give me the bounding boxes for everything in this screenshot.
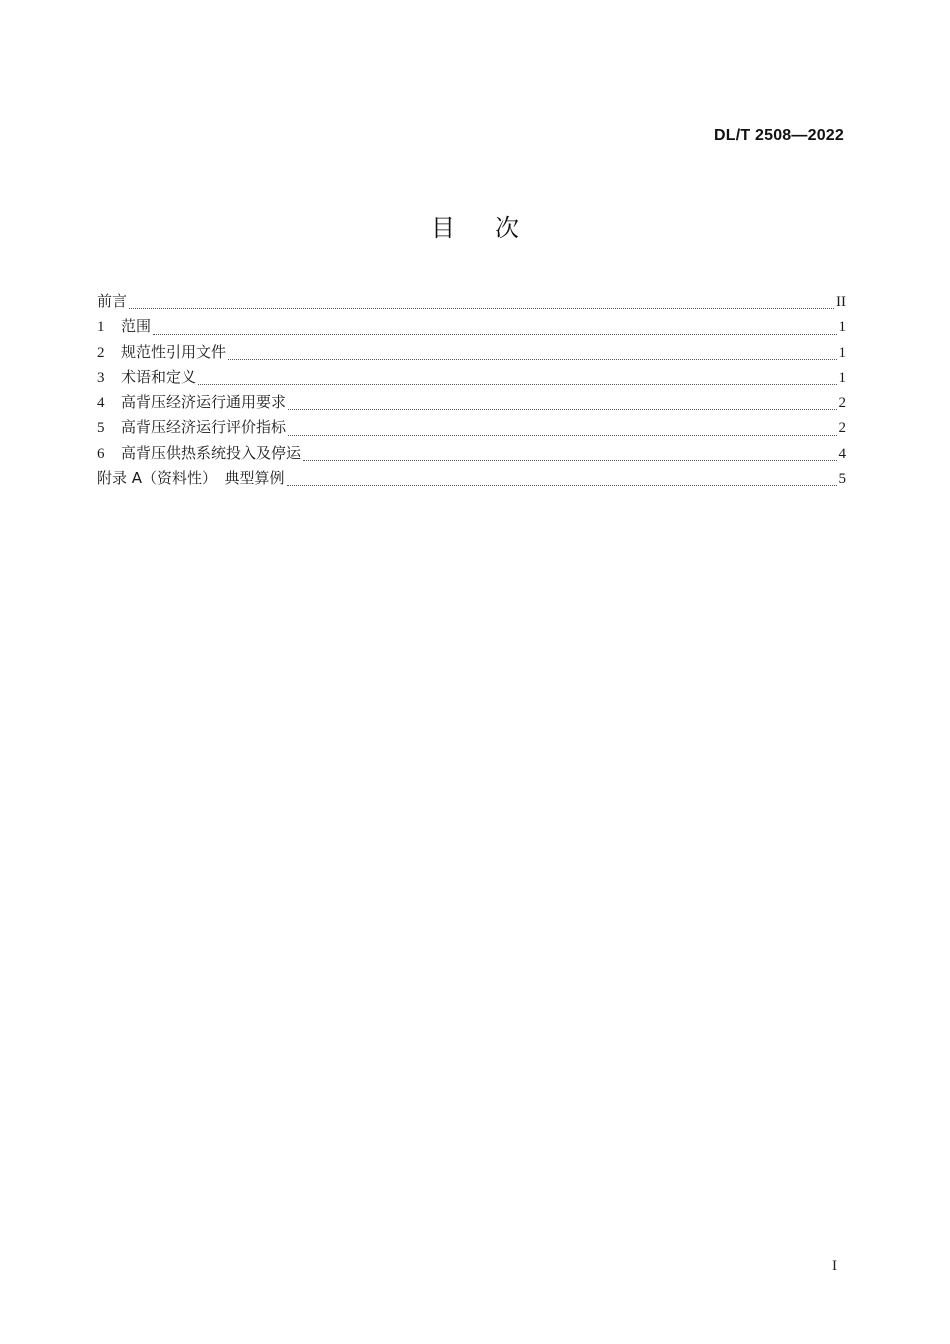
toc-entry-number: 5	[97, 420, 105, 437]
toc-entry-commissioning-shutdown[interactable]	[97, 441, 846, 466]
toc-entry-page: II	[836, 294, 846, 310]
toc-entry-label: 规范性引用文件	[121, 342, 227, 361]
toc-entry-label: 附录 A（资料性） 典型算例	[97, 469, 285, 488]
toc-entry-normative-references[interactable]	[97, 340, 846, 365]
toc-entry-page: 1	[838, 369, 846, 386]
toc-entry-general-requirements[interactable]	[97, 390, 846, 415]
toc-entry-label: 高背压供热系统投入及停运	[121, 443, 302, 462]
toc-entry-page: 2	[838, 420, 846, 437]
toc-title: 目次	[431, 214, 559, 242]
toc-entry-label: 术语和定义	[121, 367, 197, 386]
standard-code: DL/T 2508—2022	[714, 127, 844, 144]
toc-entry-number: 4	[97, 395, 105, 412]
toc-dot-leader	[228, 359, 836, 360]
toc-dot-leader	[288, 409, 836, 410]
toc-entry-number: 6	[97, 445, 105, 462]
toc-dot-leader	[288, 435, 836, 436]
toc-dot-leader	[287, 485, 837, 486]
toc-entry-terms-definitions[interactable]	[97, 365, 846, 390]
toc-entry-appendix-a[interactable]	[97, 466, 846, 491]
toc-dot-leader	[129, 308, 834, 309]
toc-entry-page: 1	[838, 319, 846, 336]
toc-entry-number: 3	[97, 369, 105, 386]
toc-entry-label: 前言	[97, 292, 128, 310]
toc-entry-page: 2	[838, 395, 846, 412]
toc-entry-number: 2	[97, 344, 105, 361]
toc-entry-page: 4	[838, 445, 846, 462]
toc-entry-label: 高背压经济运行通用要求	[121, 393, 287, 412]
toc-entry-foreword[interactable]	[97, 289, 846, 314]
toc-entry-page: 1	[838, 344, 846, 361]
table-of-contents	[97, 289, 846, 491]
toc-entry-scope[interactable]	[97, 314, 846, 339]
toc-entry-number: 1	[97, 319, 105, 336]
page-number: I	[832, 1258, 837, 1274]
toc-dot-leader	[153, 334, 836, 335]
toc-entry-label: 范围	[121, 317, 152, 336]
toc-dot-leader	[303, 460, 836, 461]
toc-dot-leader	[198, 384, 836, 385]
toc-entry-evaluation-indicators[interactable]	[97, 415, 846, 440]
toc-entry-page: 5	[838, 471, 846, 488]
toc-entry-label: 高背压经济运行评价指标	[121, 418, 287, 437]
